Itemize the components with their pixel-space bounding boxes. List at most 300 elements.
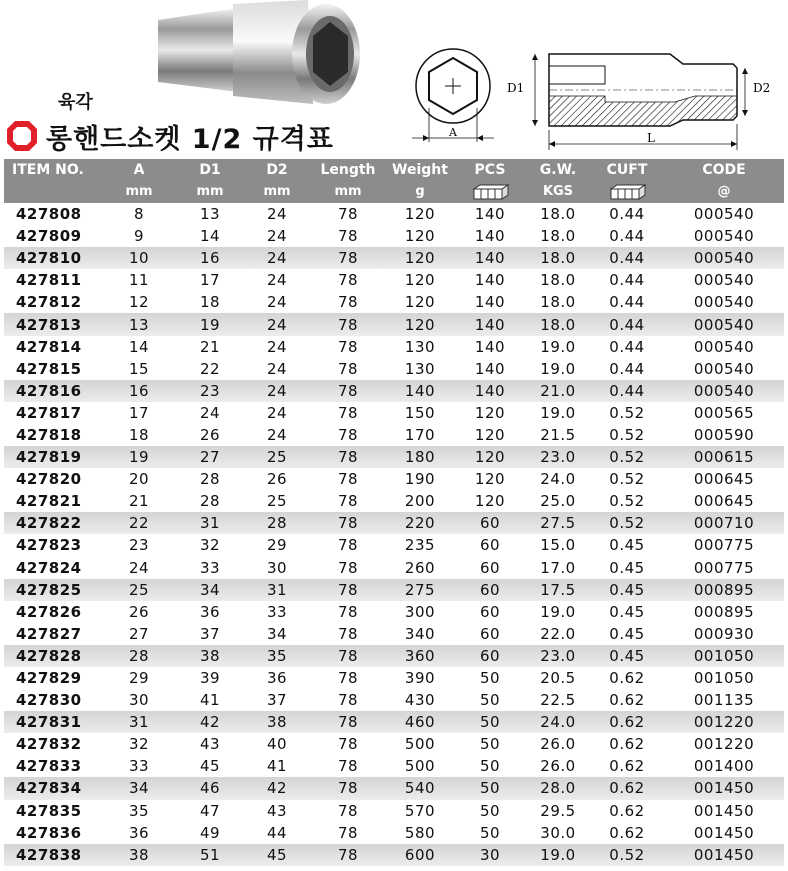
cell-code: 000565 [693,403,755,422]
cell-d2: 28 [244,512,310,534]
cell-length: 78 [337,337,359,356]
cell-gw: 18.0 [540,205,576,224]
cell-code: 000540 [664,380,784,402]
cell-code: 000710 [664,512,784,534]
cell-weight: 130 [404,337,436,356]
cell-length: 78 [337,691,359,710]
carton-box-icon [607,184,647,200]
cell-cuft: 0.45 [590,645,664,667]
cell-a: 22 [102,512,176,534]
table-row [4,424,784,446]
cell-code: 000540 [693,359,755,378]
cell-pcs: 140 [474,337,506,356]
cell-pcs: 140 [474,271,506,290]
cell-a: 8 [133,205,145,224]
cell-d2: 35 [244,645,310,667]
cell-gw: 22.5 [540,691,576,710]
diagram-label-d1: D1 [507,81,525,95]
cell-gw: 29.5 [540,801,576,820]
cell-weight: 120 [404,205,436,224]
cell-length: 78 [310,446,386,468]
cell-item: 427838 [4,844,102,866]
cell-d2: 43 [266,801,288,820]
cell-pcs: 60 [479,536,501,555]
cell-gw: 18.0 [540,271,576,290]
cell-code: 000645 [693,492,755,511]
cell-item: 427832 [16,735,82,754]
cell-code: 001450 [664,777,784,799]
cell-cuft: 0.52 [590,446,664,468]
cell-length: 78 [310,247,386,269]
cell-cuft: 0.62 [590,777,664,799]
cell-pcs: 140 [474,227,506,246]
table-row [4,313,784,335]
cell-pcs: 60 [454,512,526,534]
cell-item: 427822 [4,512,102,534]
table-row [4,446,784,468]
cell-d2: 33 [266,602,288,621]
cell-a: 23 [128,536,150,555]
cell-item: 427827 [16,624,82,643]
cell-code: 000895 [693,602,755,621]
cell-pcs: 140 [454,247,526,269]
cell-weight: 500 [404,735,436,754]
cell-pcs: 30 [454,844,526,866]
cell-cuft: 0.44 [609,227,645,246]
cell-length: 78 [310,579,386,601]
cell-pcs: 140 [454,313,526,335]
cell-cuft: 0.52 [609,492,645,511]
cell-item: 427814 [16,337,82,356]
subtitle: 육각 [58,92,93,113]
cell-length: 78 [337,558,359,577]
cell-a: 21 [128,492,150,511]
cell-length: 78 [337,536,359,555]
cell-pcs: 120 [474,425,506,444]
cell-item: 427812 [16,293,82,312]
cell-d2: 31 [244,579,310,601]
cell-item: 427811 [16,271,82,290]
cell-d1: 14 [199,227,221,246]
cell-item: 427819 [4,446,102,468]
column-header-weight: Weight [386,159,454,181]
cell-length: 78 [337,227,359,246]
cell-gw: 18.0 [540,227,576,246]
column-header-code: CODE [664,159,784,181]
cell-length: 78 [337,823,359,842]
cell-code: 000540 [664,313,784,335]
cell-weight: 180 [386,446,454,468]
cell-gw: 18.0 [526,313,590,335]
column-header-pcs: PCS [454,159,526,181]
cell-pcs: 140 [474,359,506,378]
cell-d2: 24 [244,380,310,402]
cell-a: 38 [102,844,176,866]
cell-gw: 26.0 [540,757,576,776]
column-header-cuft: CUFT [590,159,664,181]
cell-d1: 28 [199,470,221,489]
column-header-a: A [102,159,176,181]
cell-length: 78 [310,313,386,335]
cell-d2: 36 [266,669,288,688]
cell-a: 11 [128,271,150,290]
cell-pcs: 140 [474,293,506,312]
cell-weight: 170 [404,425,436,444]
cell-length: 78 [310,844,386,866]
cell-code: 000540 [693,337,755,356]
cell-pcs: 50 [479,669,501,688]
cell-gw: 20.5 [540,669,576,688]
column-unit-code: @ [664,181,784,203]
cell-cuft: 0.52 [590,844,664,866]
cell-length: 78 [337,757,359,776]
cell-gw: 19.0 [540,403,576,422]
cell-weight: 120 [386,313,454,335]
hexagon-icon [4,118,40,154]
cell-pcs: 50 [479,757,501,776]
cell-code: 000540 [664,247,784,269]
cell-pcs: 120 [474,403,506,422]
cell-cuft: 0.52 [609,403,645,422]
cell-length: 78 [337,669,359,688]
cell-d2: 24 [266,425,288,444]
cell-weight: 275 [386,579,454,601]
cell-cuft: 0.62 [609,801,645,820]
cell-d2: 24 [266,227,288,246]
cell-code: 001050 [693,669,755,688]
cell-cuft: 0.44 [590,313,664,335]
cell-a: 35 [128,801,150,820]
cell-item: 427836 [16,823,82,842]
cell-d1: 13 [199,205,221,224]
cell-code: 001220 [693,735,755,754]
cell-pcs: 120 [474,470,506,489]
table-row [4,557,784,579]
cell-item: 427823 [16,536,82,555]
cell-d1: 27 [176,446,244,468]
cell-code: 000540 [693,205,755,224]
cell-item: 427820 [16,470,82,489]
cell-gw: 22.0 [540,624,576,643]
cell-item: 427830 [16,691,82,710]
cell-cuft: 0.62 [609,757,645,776]
cell-weight: 220 [386,512,454,534]
cell-d2: 24 [244,247,310,269]
cell-a: 10 [102,247,176,269]
column-header-d1: D1 [176,159,244,181]
cell-d2: 25 [244,446,310,468]
cell-weight: 260 [404,558,436,577]
cell-item: 427824 [16,558,82,577]
cell-weight: 300 [404,602,436,621]
cell-gw: 15.0 [540,536,576,555]
cell-length: 78 [337,624,359,643]
cell-code: 000645 [693,470,755,489]
cell-d1: 26 [199,425,221,444]
table-row [4,645,784,667]
cell-weight: 235 [404,536,436,555]
cell-a: 20 [128,470,150,489]
table-row [4,247,784,269]
cell-d2: 24 [244,313,310,335]
cell-length: 78 [337,470,359,489]
table-row [4,844,784,866]
cell-a: 27 [128,624,150,643]
spec-table-body [4,203,784,866]
cell-item: 427817 [16,403,82,422]
cell-weight: 150 [404,403,436,422]
cell-gw: 21.0 [526,380,590,402]
cell-weight: 340 [404,624,436,643]
cell-d1: 41 [199,691,221,710]
cell-d1: 37 [199,624,221,643]
table-row [4,336,784,358]
table-row [4,490,784,512]
cell-cuft: 0.52 [590,512,664,534]
cell-a: 32 [128,735,150,754]
cell-cuft: 0.45 [590,579,664,601]
cell-d2: 29 [266,536,288,555]
cell-a: 12 [128,293,150,312]
cell-a: 36 [128,823,150,842]
cell-d1: 16 [176,247,244,269]
table-row [4,534,784,556]
cell-a: 18 [128,425,150,444]
cell-length: 78 [310,645,386,667]
cell-item: 427816 [4,380,102,402]
cell-cuft: 0.62 [609,691,645,710]
page-header [0,0,788,158]
column-unit-d2: mm [244,181,310,203]
table-row [4,733,784,755]
cell-weight: 120 [386,247,454,269]
cell-pcs: 50 [454,711,526,733]
cell-code: 000930 [693,624,755,643]
cell-pcs: 50 [479,691,501,710]
cell-d2: 24 [266,359,288,378]
cell-code: 001400 [693,757,755,776]
cell-d2: 26 [266,470,288,489]
column-header-gw: G.W. [526,159,590,181]
cell-d2: 37 [266,691,288,710]
cell-weight: 140 [386,380,454,402]
table-row [4,755,784,777]
column-header-length: Length [310,159,386,181]
cell-gw: 30.0 [540,823,576,842]
table-row [4,269,784,291]
cell-d1: 38 [176,645,244,667]
cell-d1: 28 [199,492,221,511]
page-title: 롱핸드소켓 1/2 규격표 [46,123,334,155]
cell-gw: 19.0 [540,359,576,378]
cell-d2: 24 [266,403,288,422]
cell-cuft: 0.45 [609,602,645,621]
cell-length: 78 [337,403,359,422]
cell-d1: 42 [176,711,244,733]
title-row [4,117,334,155]
cell-gw: 18.0 [526,247,590,269]
cell-a: 33 [128,757,150,776]
cell-d1: 43 [199,735,221,754]
cell-pcs: 120 [474,492,506,511]
cell-length: 78 [337,492,359,511]
cell-gw: 24.0 [540,470,576,489]
cell-gw: 25.0 [540,492,576,511]
cell-d1: 23 [176,380,244,402]
cell-gw: 23.0 [526,446,590,468]
table-row [4,623,784,645]
cell-a: 16 [102,380,176,402]
cell-length: 78 [310,711,386,733]
cell-cuft: 0.44 [590,247,664,269]
cell-weight: 130 [404,359,436,378]
cell-length: 78 [337,425,359,444]
carton-box-icon [470,184,510,200]
table-row [4,800,784,822]
header-row-units [4,181,784,203]
table-row [4,380,784,402]
cell-d2: 24 [266,337,288,356]
cell-item: 427833 [16,757,82,776]
cell-a: 31 [102,711,176,733]
cell-pcs: 50 [479,735,501,754]
cell-cuft: 0.44 [609,359,645,378]
cell-gw: 28.0 [526,777,590,799]
column-unit-length: mm [310,181,386,203]
cell-cuft: 0.52 [609,470,645,489]
cell-cuft: 0.45 [609,558,645,577]
cell-item: 427821 [16,492,82,511]
cell-weight: 120 [404,293,436,312]
cell-pcs: 60 [454,579,526,601]
cell-code: 001450 [693,801,755,820]
cell-a: 28 [102,645,176,667]
cell-d1: 24 [199,403,221,422]
cell-cuft: 0.52 [609,425,645,444]
cell-length: 78 [310,777,386,799]
cell-a: 26 [128,602,150,621]
cell-pcs: 140 [474,205,506,224]
column-unit-gw: KGS [526,181,590,203]
cell-d1: 18 [199,293,221,312]
cell-cuft: 0.44 [590,380,664,402]
column-unit-cuft [590,181,664,203]
cell-code: 000775 [693,558,755,577]
cell-gw: 26.0 [540,735,576,754]
cell-cuft: 0.62 [590,711,664,733]
cell-d1: 36 [199,602,221,621]
side-section-diagram [505,40,785,152]
cell-d1: 22 [199,359,221,378]
cell-d2: 44 [266,823,288,842]
cell-length: 78 [337,271,359,290]
cell-d2: 24 [266,293,288,312]
table-row [4,358,784,380]
cell-pcs: 120 [454,446,526,468]
table-row [4,777,784,799]
cell-pcs: 60 [479,624,501,643]
cell-cuft: 0.44 [609,205,645,224]
cell-weight: 570 [404,801,436,820]
cell-code: 001135 [693,691,755,710]
cell-gw: 19.0 [540,337,576,356]
cell-d1: 31 [176,512,244,534]
cell-item: 427835 [16,801,82,820]
cell-a: 25 [102,579,176,601]
cell-code: 000590 [693,425,755,444]
hex-end-view-diagram [408,46,498,150]
cell-gw: 19.0 [526,844,590,866]
cell-code: 000895 [664,579,784,601]
cell-cuft: 0.44 [609,271,645,290]
cell-length: 78 [310,512,386,534]
cell-d1: 47 [199,801,221,820]
cell-code: 000540 [693,271,755,290]
cell-weight: 580 [404,823,436,842]
cell-gw: 21.5 [540,425,576,444]
table-row [4,601,784,623]
cell-d1: 46 [176,777,244,799]
cell-code: 001450 [664,844,784,866]
cell-item: 427831 [4,711,102,733]
cell-a: 14 [128,337,150,356]
table-row [4,579,784,601]
cell-code: 001050 [664,645,784,667]
cell-item: 427834 [4,777,102,799]
cell-code: 000775 [693,536,755,555]
cell-d2: 40 [266,735,288,754]
cell-item: 427828 [4,645,102,667]
cell-d2: 41 [266,757,288,776]
cell-code: 000540 [693,293,755,312]
table-row [4,402,784,424]
cell-length: 78 [337,735,359,754]
cell-a: 17 [128,403,150,422]
column-header-d2: D2 [244,159,310,181]
cell-cuft: 0.62 [609,823,645,842]
cell-cuft: 0.45 [609,536,645,555]
cell-d2: 24 [266,271,288,290]
cell-a: 15 [128,359,150,378]
cell-pcs: 60 [479,602,501,621]
cell-weight: 190 [404,470,436,489]
cell-weight: 390 [404,669,436,688]
cell-item: 427829 [16,669,82,688]
cell-d1: 21 [199,337,221,356]
diagram-label-l: L [647,131,655,145]
cell-d1: 33 [199,558,221,577]
table-row [4,291,784,313]
cell-weight: 200 [404,492,436,511]
cell-length: 78 [337,801,359,820]
cell-gw: 17.0 [540,558,576,577]
cell-d2: 24 [266,205,288,224]
cell-code: 001450 [693,823,755,842]
cell-length: 78 [310,380,386,402]
cell-a: 19 [102,446,176,468]
cell-pcs: 60 [454,645,526,667]
cell-code: 001220 [664,711,784,733]
cell-code: 000615 [664,446,784,468]
cell-d1: 49 [199,823,221,842]
cell-item: 427808 [16,205,82,224]
cell-item: 427810 [4,247,102,269]
cell-cuft: 0.62 [609,735,645,754]
cell-gw: 24.0 [526,711,590,733]
cell-cuft: 0.44 [609,337,645,356]
cell-code: 000540 [693,227,755,246]
table-row [4,468,784,490]
